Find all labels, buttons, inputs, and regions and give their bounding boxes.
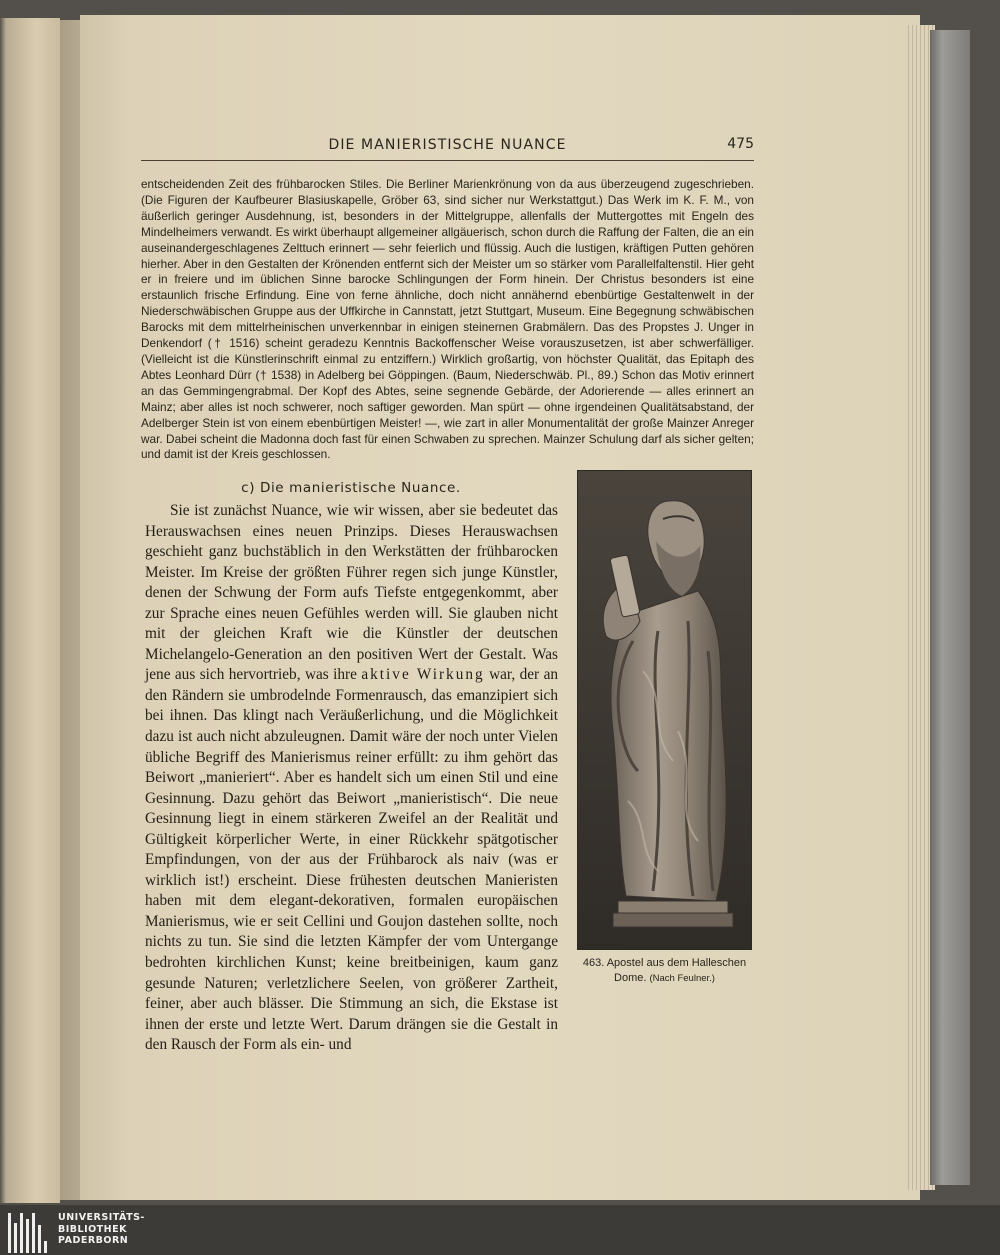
- caption-line-1: 463. Apostel aus dem Halleschen: [582, 957, 747, 969]
- main-paragraph: [145, 501, 558, 1056]
- caption-line-2: [572, 971, 757, 986]
- right-book-cover: [930, 30, 970, 1185]
- footnote-paragraph: entscheidenden Zeit des frühbarocken Stiles. Die Berliner Marienkrönung von da aus überzeugend zugeschrieben. (Die Figuren der Kaufbeurer Blasiuskapelle, Gröber 63, sind sicher nur Werkstattgut.) Das Werk im K. F. M., von äußerlich geringer Ausdehnung, ist, besonders in der Mittelgruppe, allenfalls der Muttergottes mit Engeln des Mindelheimers verwandt. Es wirkt überhaupt allgemeiner allgäuerisch, schon durch die Raffung der Falten, die an ein auseinandergeschlagenes Zelttuch erinnert — sehr feierlich und flüssig. Auch die lustigen, kräftigen Putten gehören hierher. Aber in den Gestalten der Krönenden entfernt sich der Meister um so stärker vom Parallelfaltenstil. Hier geht er in freiere und im üblichen Sinne barocke Schlingungen der Form hinein. Der Christus besonders ist eine erstaunlich frische Erfindung. Eine von ferne ähnliche, doch nicht annähernd ebenbürtige Gestaltenwelt in der Niederschwäbischen Gruppe aus der Uffkirche in Cannstatt, jetzt Stuttgart, Museum. Eine Begegnung schwäbischen Barocks mit dem mittelrheinischen unverkennbar in einigen steinernen Grabmälern. Das des Propstes J. Unger in Denkendorf († 1516) scheint geradezu Kenntnis Backoffenscher Weise vorauszusetzen, ist aber schwerfälliger. (Vielleicht ist die Künstlerinschrift einmal zu entziffern.) Wirklich großartig, von höchster Qualität, das Epitaph des Abtes Leonhard Dürr († 1538) in Adelberg bei Göppingen. (Baum, Niederschwäb. Pl., 89.) Schon das Motiv erinnert an das Gemmingengrabmal. Der Kopf des Abtes, seine segnende Gebärde, der Adorierende — alles erinnert an Mainz; aber alles ist noch schwerer, noch saftiger geworden. Man spürt — ohne irgendeinen Qualitätsabstand, der Adelberger Stein ist von einem ebenbürtigen Meister! —, wie zart in aller Monumentalität der große Mainzer Anreger war. Dabei scheint die Madonna doch fast für einen Schwaben zu sprechen. Mainzer Schulung darf als sicher gelten; und damit ist der Kreis geschlossen.: [141, 177, 754, 462]
- apostle-figure-photo: [577, 470, 752, 950]
- left-book-cover: [0, 18, 60, 1203]
- figure-caption: [572, 956, 757, 986]
- library-name-line-1: UNIVERSITÄTS-: [58, 1212, 145, 1223]
- main-text-part-2: war, der an den Rändern sie umbrodelnde Formenrausch, das emanzipiert sich bei ihnen. Das klingt nach Veräußerlichung, und die Möglichkeit dazu ist auch nicht abzuleugnen. Damit wäre der noch unter Vielen übliche Begriff des Manierismus reiner erfüllt: zu ihm gehört das Beiwort „manieriert“. Aber es handelt sich um einen Stil und eine Gesinnung. Dazu gehört das Beiwort „manieristisch“. Die neue Gesinnung liegt in einem stärkeren Zweifel an der Realität und Gültigkeit körperlicher Werte, in einer Rückkehr spätgotischer Empfindungen, von der aus der Frühbarock als naiv (was er wirklich ist!) erscheint. Diese frühesten deutschen Manieristen haben mit dem elegant-dekorativen, formalen europäischen Manierismus, wie er seit Cellini und Goujon dastehen sollte, noch nichts zu tun. Sie sind die letzten Kämpfer der vom Untergange bedrohten kirchlichen Kunst; keine breitbeinigen, kaum ganz gesunde Naturen; verletzlichere Seelen, von größerer Zartheit, feiner, aber auch blässer. Die Stimmung an sich, die Ekstase ist ihnen der erste und letzte Wert. Darum drängen sie die Gestalt in den Rausch der Form als ein- und: [145, 666, 559, 1054]
- library-name: [58, 1212, 145, 1247]
- section-heading: c) Die manieristische Nuance.: [241, 480, 461, 496]
- running-head-title: DIE MANIERISTISCHE NUANCE: [328, 137, 567, 153]
- library-logo-icon: [8, 1211, 46, 1253]
- main-body-text: [145, 501, 558, 1056]
- emphasized-phrase: aktive Wirkung: [361, 666, 485, 684]
- main-text-part-1: Sie ist zunächst Nuance, wie wir wissen, aber sie bedeutet das Herauswachsen eines neuen Prinzips. Dieses Herauswachsen geschieht ganz buchstäblich in den Werkstätten der frühbarocken Meister. Im Kreise der größten Führer regen sich junge Künstler, denen der Schwung der Form aufs Tiefste entgegenkommt, aber zur Sprache eines neuen Gefühles werden will. Sie glauben nicht mit der gleichen Kraft wie die Künstler der deutschen Michelangelo-Generation an den positiven Wert der Gestalt. Was jene aus sich hervortrieb, was ihre: [145, 502, 558, 684]
- library-name-line-2: BIBLIOTHEK: [58, 1223, 127, 1235]
- running-head: [141, 136, 754, 161]
- caption-place: Dome.: [614, 972, 647, 984]
- caption-source: (Nach Feulner.): [649, 973, 715, 984]
- library-footer: [0, 1205, 1000, 1255]
- library-name-line-3: PADERBORN: [58, 1235, 129, 1246]
- apostle-statue-illustration: [578, 471, 751, 949]
- page-number: 475: [727, 136, 754, 152]
